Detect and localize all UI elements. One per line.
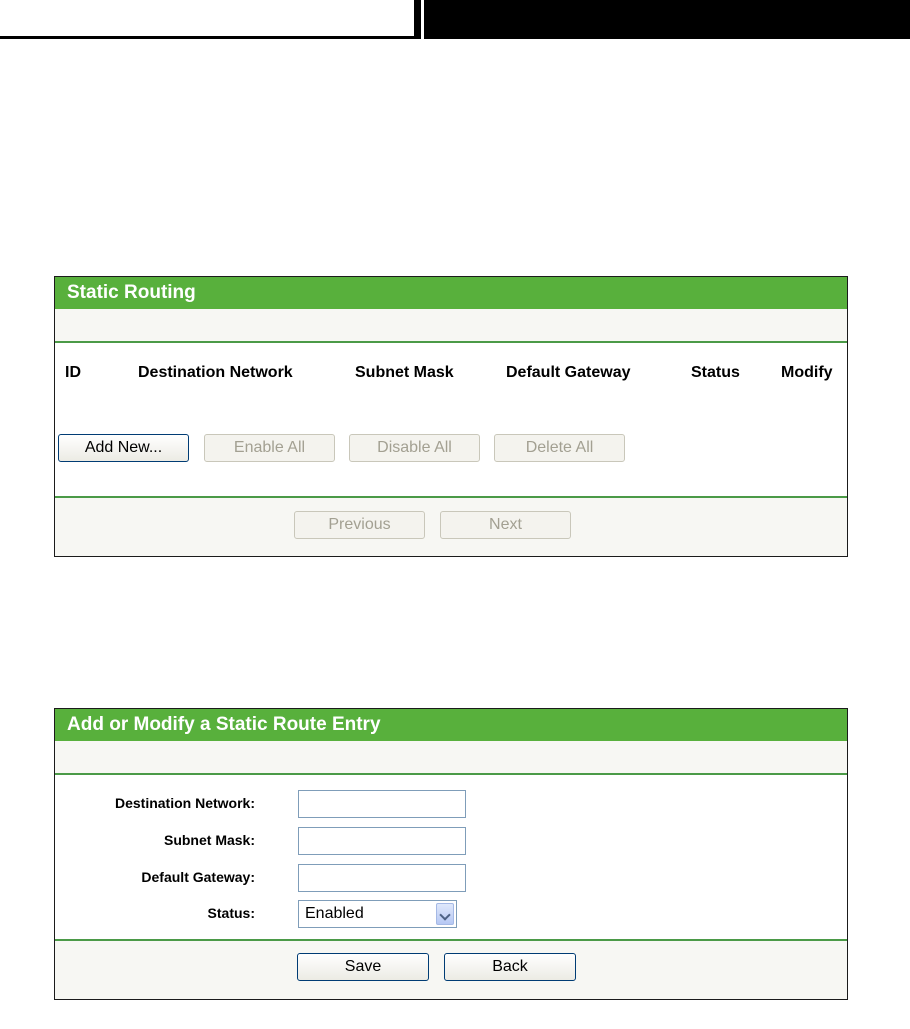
next-button[interactable]: Next xyxy=(440,511,571,539)
status-label: Status: xyxy=(207,905,255,921)
destination-network-label: Destination Network: xyxy=(114,795,255,811)
column-header-status: Status xyxy=(691,364,740,381)
default-gateway-input[interactable] xyxy=(298,864,466,892)
status-select[interactable] xyxy=(298,900,457,928)
back-button[interactable]: Back xyxy=(444,953,576,981)
column-header-modify: Modify xyxy=(781,364,833,381)
static-routing-title: Static Routing xyxy=(55,277,847,309)
save-button[interactable]: Save xyxy=(297,953,429,981)
destination-network-input[interactable] xyxy=(298,790,466,818)
header-left-rule xyxy=(0,36,414,39)
static-routing-subbar xyxy=(55,309,847,343)
subnet-mask-input[interactable] xyxy=(298,827,466,855)
column-header-id: ID xyxy=(65,364,81,381)
route-entry-title: Add or Modify a Static Route Entry xyxy=(55,709,847,741)
column-header-default-gateway: Default Gateway xyxy=(506,364,631,381)
status-select-value: Enabled xyxy=(305,905,364,922)
default-gateway-label: Default Gateway: xyxy=(141,869,255,885)
static-routing-table xyxy=(55,343,847,496)
header-right-block xyxy=(414,0,910,39)
column-header-subnet-mask: Subnet Mask xyxy=(355,364,454,381)
route-entry-subbar xyxy=(55,741,847,775)
route-entry-panel xyxy=(54,708,848,1000)
add-new-button[interactable]: Add New... xyxy=(58,434,189,462)
disable-all-button[interactable]: Disable All xyxy=(349,434,480,462)
route-entry-actions xyxy=(55,939,847,999)
column-header-destination-network: Destination Network xyxy=(138,364,293,381)
subnet-mask-label: Subnet Mask: xyxy=(163,832,255,848)
document-header-bar xyxy=(0,0,910,42)
route-entry-form xyxy=(55,775,847,939)
enable-all-button[interactable]: Enable All xyxy=(204,434,335,462)
previous-button[interactable]: Previous xyxy=(294,511,425,539)
delete-all-button[interactable]: Delete All xyxy=(494,434,625,462)
static-routing-pagination xyxy=(55,496,847,556)
chevron-down-icon[interactable] xyxy=(436,903,454,925)
static-routing-panel xyxy=(54,276,848,557)
